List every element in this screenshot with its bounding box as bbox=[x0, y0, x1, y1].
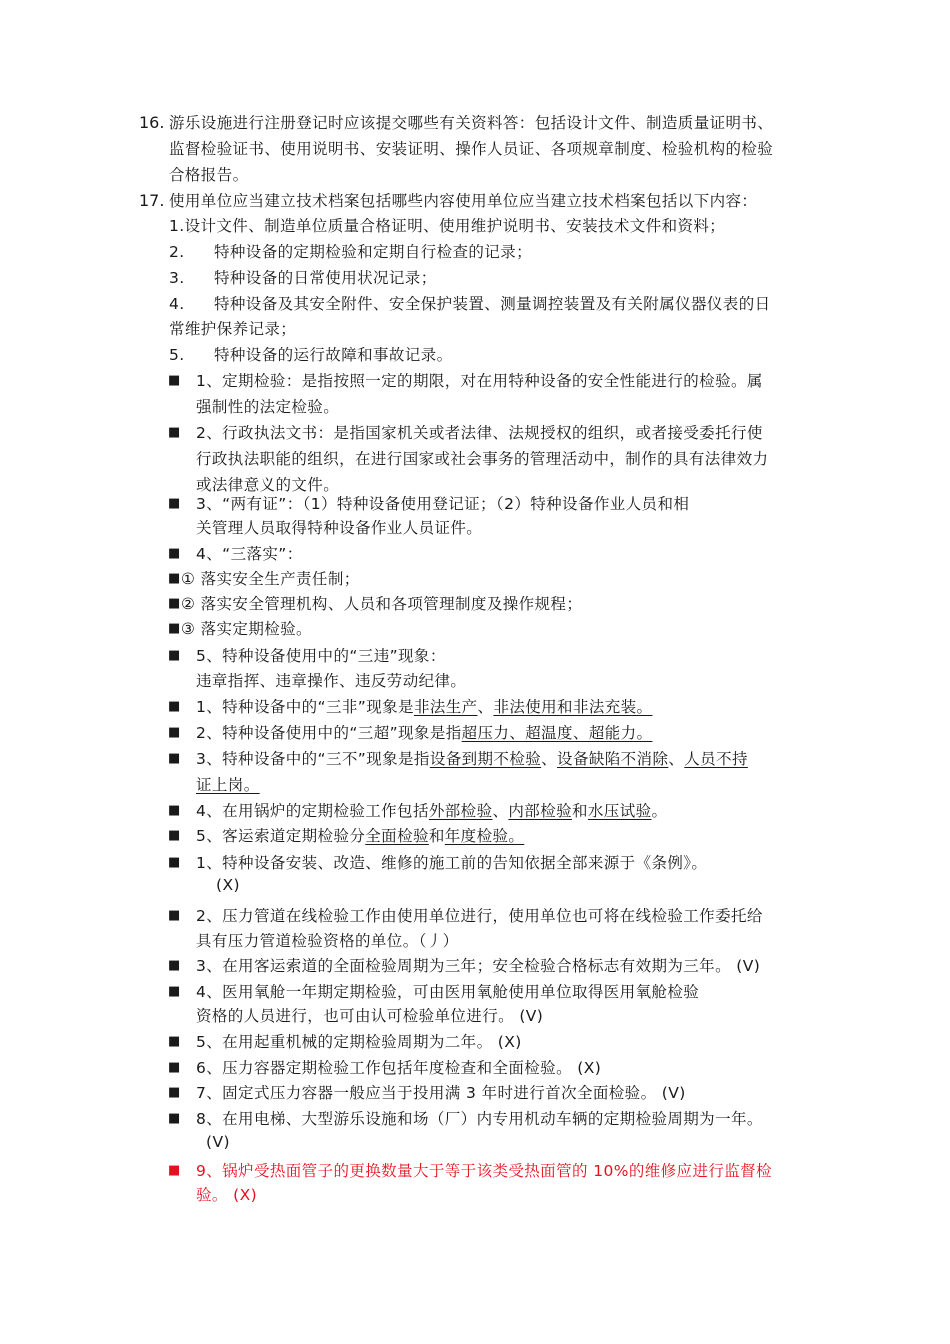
fill-line: 4、在用锅炉的定期检验工作包括外部检验、内部检验和水压试验。 bbox=[196, 802, 668, 820]
q17-heading: 使用单位应当建立技术档案包括哪些内容使用单位应当建立技术档案包括以下内容： bbox=[169, 192, 758, 210]
bullet-icon: ■ bbox=[168, 1085, 181, 1100]
def-sub-item: ② 落实安全管理机构、人员和各项管理制度及操作规程； bbox=[181, 595, 583, 613]
q17-item: 特种设备的定期检验和定期自行检查的记录； bbox=[214, 243, 533, 261]
bullet-icon: ■ bbox=[168, 725, 181, 740]
answer-underline: 全面检验 bbox=[365, 827, 429, 845]
def-line: 违章指挥、违章操作、违反劳动纪律。 bbox=[196, 672, 467, 690]
bullet-icon: ■ bbox=[168, 1163, 181, 1178]
bullet-icon: ■ bbox=[168, 648, 181, 663]
bullet-icon: ■ bbox=[168, 571, 181, 586]
judge-line: 7、固定式压力容器一般应当于投用满 3 年时进行首次全面检验。 (V) bbox=[196, 1084, 686, 1102]
judge-mark: (V) bbox=[206, 1133, 230, 1151]
def-sub-item: ① 落实安全生产责任制； bbox=[181, 570, 360, 588]
fill-line: 1、特种设备中的“三非”现象是非法生产、非法使用和非法充装。 bbox=[196, 698, 653, 716]
judge-line: 8、在用电梯、大型游乐设施和场（厂）内专用机动车辆的定期检验周期为一年。 bbox=[196, 1110, 763, 1128]
answer-underline: 非法生产 bbox=[413, 698, 478, 716]
def-line: 或法律意义的文件。 bbox=[196, 476, 340, 494]
answer-underline: 超压力、超温度、超能力。 bbox=[461, 724, 653, 742]
q17-item-num: 4. bbox=[169, 295, 185, 313]
bullet-icon: ■ bbox=[168, 621, 181, 636]
bullet-icon: ■ bbox=[168, 803, 181, 818]
judge-line-highlighted: 验。 (X) bbox=[196, 1186, 258, 1204]
q17-item: 常维护保养记录； bbox=[169, 320, 297, 338]
bullet-icon: ■ bbox=[168, 373, 181, 388]
bullet-icon: ■ bbox=[168, 751, 181, 766]
judge-line: 5、在用起重机械的定期检验周期为二年。 (X) bbox=[196, 1033, 522, 1051]
answer-underline: 外部检验 bbox=[428, 802, 493, 820]
bullet-icon: ■ bbox=[168, 1034, 181, 1049]
q17-item: 特种设备的运行故障和事故记录。 bbox=[214, 346, 453, 364]
q17-item-num: 5. bbox=[169, 346, 185, 364]
answer-underline: 非法使用和非法充装。 bbox=[493, 698, 653, 716]
def-sub-item: ③ 落实定期检验。 bbox=[181, 620, 312, 638]
bullet-icon: ■ bbox=[168, 828, 181, 843]
bullet-icon: ■ bbox=[168, 425, 181, 440]
bullet-icon: ■ bbox=[168, 699, 181, 714]
bullet-icon: ■ bbox=[168, 496, 181, 511]
answer-underline: 设备到期不检验 bbox=[429, 750, 542, 768]
def-line: 4、“三落实”： bbox=[196, 545, 303, 563]
q17-item: 特种设备及其安全附件、安全保护装置、测量调控装置及有关附属仪器仪表的日 bbox=[214, 295, 771, 313]
bullet-icon: ■ bbox=[168, 958, 181, 973]
q16-line: 监督检验证书、使用说明书、安装证明、操作人员证、各项规章制度、检验机构的检验 bbox=[169, 140, 774, 158]
judge-line: 资格的人员进行，也可由认可检验单位进行。 (V) bbox=[196, 1007, 544, 1025]
answer-underline: 内部检验 bbox=[508, 802, 572, 820]
judge-mark: (X) bbox=[216, 876, 240, 894]
q17-number: 17. bbox=[139, 191, 165, 210]
fill-line: 3、特种设备中的“三不”现象是指设备到期不检验、设备缺陷不消除、人员不持 bbox=[196, 750, 748, 768]
def-line: 强制性的法定检验。 bbox=[196, 398, 340, 416]
bullet-icon: ■ bbox=[168, 984, 181, 999]
q17-item-num: 2. bbox=[169, 243, 185, 261]
judge-line: 6、压力容器定期检验工作包括年度检查和全面检验。 (X) bbox=[196, 1059, 602, 1077]
def-line: 关管理人员取得特种设备作业人员证件。 bbox=[196, 519, 483, 537]
bullet-icon: ■ bbox=[168, 1111, 181, 1126]
answer-underline: 水压试验 bbox=[587, 802, 652, 820]
fill-line: 5、客运索道定期检验分全面检验和年度检验。 bbox=[196, 827, 525, 845]
judge-line: 3、在用客运索道的全面检验周期为三年；安全检验合格标志有效期为三年。 (V) bbox=[196, 957, 761, 975]
q17-item-num: 3. bbox=[169, 269, 185, 287]
def-line: 5、特种设备使用中的“三违”现象： bbox=[196, 647, 446, 665]
def-line: 1、定期检验：是指按照一定的期限，对在用特种设备的安全性能进行的检验。属 bbox=[196, 372, 763, 390]
def-line: 3、“两有证”：（1）特种设备使用登记证；（2）特种设备作业人员和相 bbox=[196, 495, 690, 513]
bullet-icon: ■ bbox=[168, 546, 181, 561]
def-line: 2、行政执法文书：是指国家机关或者法律、法规授权的组织，或者接受委托行使 bbox=[196, 424, 763, 442]
answer-underline: 证上岗。 bbox=[196, 776, 260, 794]
q17-item: 特种设备的日常使用状况记录； bbox=[214, 269, 437, 287]
judge-line: 4、医用氧舱一年期定期检验，可由医用氧舱使用单位取得医用氧舱检验 bbox=[196, 983, 700, 1001]
bullet-icon: ■ bbox=[168, 1060, 181, 1075]
bullet-icon: ■ bbox=[168, 908, 181, 923]
bullet-icon: ■ bbox=[168, 596, 181, 611]
judge-line: 具有压力管道检验资格的单位。（丿） bbox=[196, 932, 459, 950]
q16-line: 合格报告。 bbox=[169, 166, 249, 184]
judge-line: 2、压力管道在线检验工作由使用单位进行，使用单位也可将在线检验工作委托给 bbox=[196, 907, 763, 925]
judge-line-highlighted: 9、锅炉受热面管子的更换数量大于等于该类受热面管的 10%的维修应进行监督检 bbox=[196, 1162, 772, 1180]
def-line: 行政执法职能的组织，在进行国家或社会事务的管理活动中，制作的具有法律效力 bbox=[196, 450, 769, 468]
answer-underline: 设备缺陷不消除 bbox=[557, 750, 669, 768]
fill-line bbox=[196, 772, 260, 798]
q16-number: 16. bbox=[139, 113, 165, 132]
bullet-icon: ■ bbox=[168, 855, 181, 870]
q17-item: 1.设计文件、制造单位质量合格证明、使用维护说明书、安装技术文件和资料； bbox=[169, 217, 726, 235]
q16-line: 游乐设施进行注册登记时应该提交哪些有关资料答：包括设计文件、制造质量证明书、 bbox=[169, 114, 774, 132]
fill-line: 2、特种设备使用中的“三超”现象是指超压力、超温度、超能力。 bbox=[196, 724, 653, 742]
answer-underline: 年度检验。 bbox=[444, 827, 525, 845]
answer-underline: 人员不持 bbox=[684, 750, 748, 768]
judge-line: 1、特种设备安装、改造、维修的施工前的告知依据全部来源于《条例》。 bbox=[196, 854, 708, 872]
